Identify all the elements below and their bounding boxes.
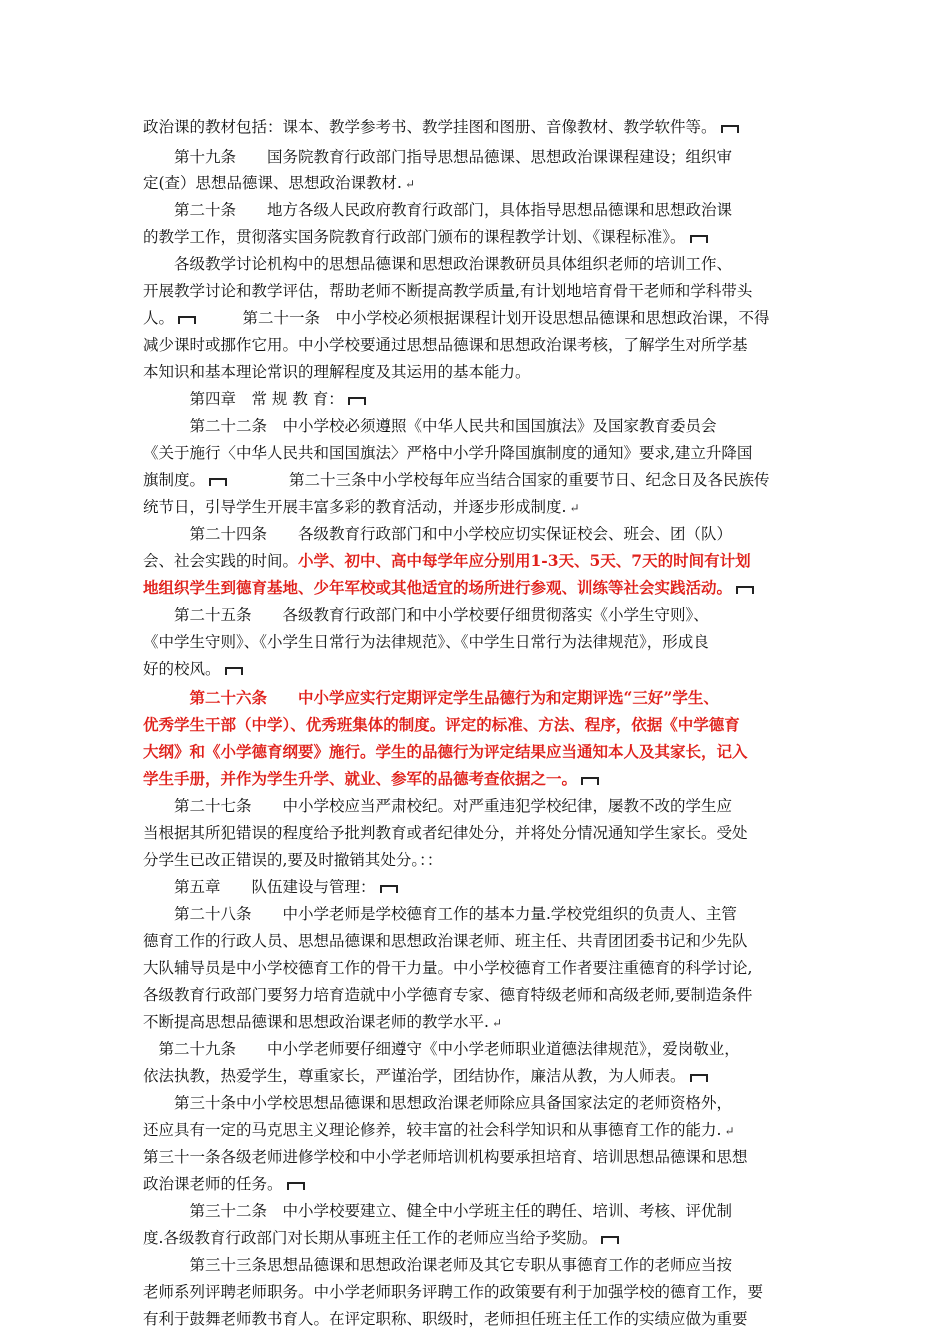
line-text: 政治课老师的任务。 <box>143 1175 283 1193</box>
line-text: 好的校风。 <box>143 660 221 678</box>
text-line <box>143 1119 735 1142</box>
text-line <box>143 876 398 898</box>
text-line <box>143 687 719 709</box>
text-line <box>143 1038 740 1060</box>
paragraph-mark-icon <box>690 235 708 243</box>
line-text: 第二十八条 中小学老师是学校德育工作的基本力量.学校党组织的负责人、主管 <box>143 905 737 923</box>
paragraph-mark-icon <box>209 478 227 486</box>
highlighted-text: 第二十六条 中小学应实行定期评定学生品德行为和定期评选“三好”学生、 <box>143 688 719 707</box>
text-line <box>143 849 442 871</box>
line-text: 减少课时或挪作它用。中小学校要通过思想品德课和思想政治课考核，了解学生对所学基 <box>143 336 748 354</box>
line-text: 第二十四条 各级教育行政部门和中小学校应切实保证校会、班会、团（队） <box>143 525 733 543</box>
line-text: 会、社会实践的时间。 <box>143 552 299 570</box>
text-line <box>143 307 770 329</box>
line-text: 第五章 队伍建设与管理： <box>143 878 376 896</box>
text-line <box>143 442 752 464</box>
line-text-continued: 第二十一条 中小学校必须根据课程计划开设思想品德课和思想政治课，不得 <box>196 309 770 327</box>
text-line <box>143 822 748 844</box>
paragraph-mark-icon <box>178 316 196 324</box>
text-line <box>143 469 770 491</box>
highlighted-text: 学生手册，并作为学生升学、就业、参军的品德考查依据之一。 <box>143 769 578 788</box>
text-line <box>143 1308 748 1330</box>
line-text: 第四章 常 规 教 育： <box>143 390 344 408</box>
line-break-icon: ↵ <box>569 501 580 515</box>
line-break-icon: ↵ <box>404 177 416 191</box>
text-line <box>143 658 243 680</box>
text-line <box>143 523 732 545</box>
text-line <box>143 768 599 790</box>
line-text: 还应具有一定的马克思主义理论修养，较丰富的社会科学知识和从事德育工作的能力. <box>143 1121 722 1139</box>
line-text: 第二十二条 中小学校必须遵照《中华人民共和国国旗法》及国家教育委员会 <box>143 417 717 435</box>
text-line <box>143 1092 732 1114</box>
text-line <box>143 388 366 410</box>
text-line <box>143 795 732 817</box>
line-text: 旗制度。 <box>143 471 206 489</box>
line-text: 第三十条中小学校思想品德课和思想政治课老师除应具备国家法定的老师资格外， <box>143 1094 733 1112</box>
text-line <box>143 1011 502 1034</box>
text-line <box>143 930 748 952</box>
text-line <box>143 415 717 437</box>
line-text: 本知识和基本理论常识的理解程度及其运用的基本能力。 <box>143 363 531 381</box>
line-text: 当根据其所犯错误的程度给予批判教育或者纪律处分，并将处分情况通知学生家长。受处 <box>143 824 748 842</box>
line-text: 有利于鼓舞老师教书育人。在评定职称、职级时，老师担任班主任工作的实绩应做为重要 <box>143 1310 748 1328</box>
line-text: 各级教学讨论机构中的思想品德课和思想政治课教研员具体组织老师的培训工作、 <box>143 255 733 273</box>
line-text: 不断提高思想品德课和思想政治课老师的教学水平. <box>143 1013 489 1031</box>
highlighted-text: 大纲》和《小学德育纲要》施行。学生的品德行为评定结果应当通知本人及其家长，记入 <box>143 742 748 761</box>
highlighted-text: 优秀学生干部（中学）、优秀班集体的制度。评定的标准、方法、程序，依据《中学德育 <box>143 715 740 734</box>
text-line <box>143 741 748 763</box>
text-line <box>143 496 580 519</box>
text-line <box>143 1065 708 1087</box>
line-text: 《中学生守则》、《小学生日常行为法律规范》、《中学生日常行为法律规范》，形成良 <box>143 633 709 651</box>
text-line <box>143 1254 732 1276</box>
text-line <box>143 199 732 221</box>
line-text: 大队辅导员是中小学校德育工作的骨干力量。中小学校德育工作者要注重德育的科学讨论, <box>143 959 753 977</box>
line-text: 第三十一条各级老师进修学校和中小学老师培训机构要承担培育、培训思想品德课和思想 <box>143 1148 748 1166</box>
line-text: 人。 <box>143 309 175 327</box>
line-text: 第二十九条 中小学老师要仔细遵守《中小学老师职业道德法律规范》，爱岗敬业， <box>143 1040 740 1058</box>
line-break-icon: ↵ <box>491 1016 502 1030</box>
text-line <box>143 631 709 653</box>
text-line <box>143 1146 748 1168</box>
text-line <box>143 253 732 275</box>
paragraph-mark-icon <box>225 667 243 675</box>
line-text: 各级教育行政部门要努力培育造就中小学德育专家、德育特级老师和高级老师,要制造条件 <box>143 986 753 1004</box>
line-text: 《关于施行〈中华人民共和国国旗法〉严格中小学升降国旗制度的通知》要求,建立升降国 <box>143 444 753 462</box>
text-line <box>143 1173 305 1195</box>
text-line <box>143 604 709 626</box>
line-text: 政治课的教材包括：课本、教学参考书、教学挂图和图册、音像教材、教学软件等。 <box>143 118 717 136</box>
text-line <box>143 116 739 138</box>
paragraph-mark-icon <box>348 397 366 405</box>
line-text: 定(查）思想品德课、思想政治课教材. <box>143 174 402 192</box>
line-text: 老师系列评聘老师职务。中小学老师职务评聘工作的政策要有利于加强学校的德育工作，要 <box>143 1283 764 1301</box>
line-text: 第二十七条 中小学校应当严肃校纪。对严重违犯学校纪律，屡教不改的学生应 <box>143 797 733 815</box>
text-line <box>143 1227 619 1249</box>
line-text: 的教学工作，贯彻落实国务院教育行政部门颁布的课程教学计划、《课程标准》。 <box>143 228 686 246</box>
text-line <box>143 361 531 383</box>
highlighted-text: 地组织学生到德育基地、少年军校或其他适宜的场所进行参观、训练等社会实践活动。 <box>143 578 733 597</box>
line-break-icon: ↵ <box>724 1124 735 1138</box>
highlighted-text: 小学、初中、高中每学年应分别用1-3天、5天、7天的时间有计划 <box>298 551 751 570</box>
paragraph-mark-icon <box>581 777 599 785</box>
paragraph-mark-icon <box>736 586 754 594</box>
text-line <box>143 280 752 302</box>
text-line <box>143 334 748 356</box>
line-text: 度.各级教育行政部门对长期从事班主任工作的老师应当给予奖励。 <box>143 1229 598 1247</box>
paragraph-mark-icon <box>287 1182 305 1190</box>
text-line <box>143 550 751 572</box>
text-line <box>143 146 732 168</box>
line-text: 分学生已改正错误的,要及时撤销其处分。：： <box>143 851 443 869</box>
text-line <box>143 903 737 925</box>
line-text: 第三十二条 中小学校要建立、健全中小学班主任的聘任、培训、考核、评优制 <box>143 1202 733 1220</box>
text-line <box>143 957 752 979</box>
text-line <box>143 226 708 248</box>
paragraph-mark-icon <box>721 125 739 133</box>
line-text: 统节日，引导学生开展丰富多彩的教育活动，并逐步形成制度. <box>143 498 567 516</box>
paragraph-mark-icon <box>690 1074 708 1082</box>
line-text: 开展教学讨论和教学评估，帮助老师不断提高教学质量,有计划地培育骨干老师和学科带头 <box>143 282 753 300</box>
text-line <box>143 1281 763 1303</box>
text-line <box>143 1200 732 1222</box>
paragraph-mark-icon <box>601 1236 619 1244</box>
text-line <box>143 984 752 1006</box>
text-line <box>143 577 754 599</box>
line-text: 第十九条 国务院教育行政部门指导思想品德课、思想政治课课程建设；组织审 <box>143 148 733 166</box>
line-text: 德育工作的行政人员、思想品德课和思想政治课老师、班主任、共青团团委书记和少先队 <box>143 932 748 950</box>
line-text: 第三十三条思想品德课和思想政治课老师及其它专职从事德育工作的老师应当按 <box>143 1256 733 1274</box>
line-text-continued: 第二十三条中小学校每年应当结合国家的重要节日、纪念日及各民族传 <box>227 471 770 489</box>
text-line <box>143 172 415 195</box>
line-text: 第二十五条 各级教育行政部门和中小学校要仔细贯彻落实《小学生守则》、 <box>143 606 709 624</box>
text-line <box>143 714 740 736</box>
line-text: 第二十条 地方各级人民政府教育行政部门，具体指导思想品德课和思想政治课 <box>143 201 733 219</box>
paragraph-mark-icon <box>380 885 398 893</box>
line-text: 依法执教，热爱学生，尊重家长，严谨治学，团结协作，廉洁从教，为人师表。 <box>143 1067 686 1085</box>
